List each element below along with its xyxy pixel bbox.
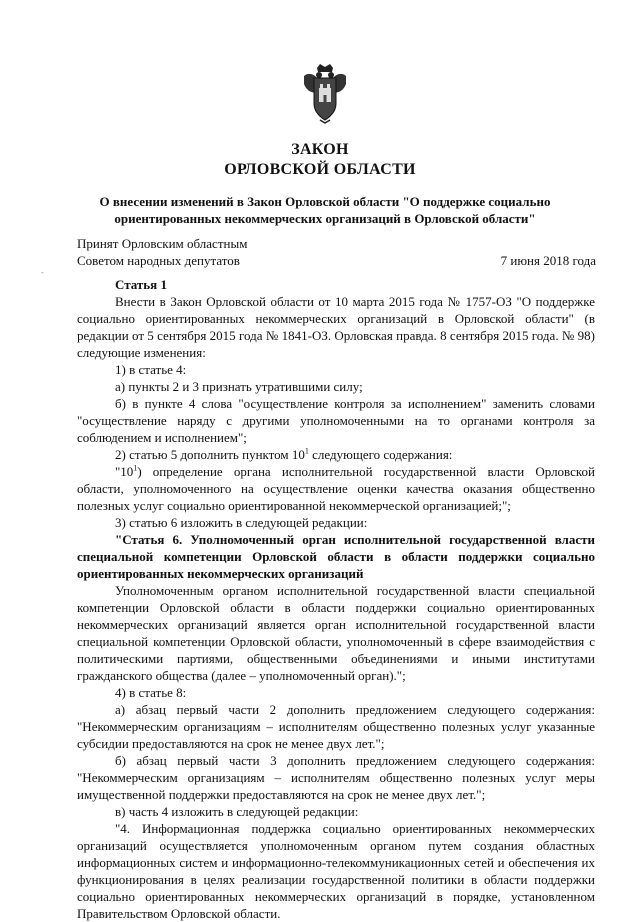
item-1: 1) в статье 4: xyxy=(115,362,187,377)
item-2-quote xyxy=(77,463,595,514)
article-intro: Внести в Закон Орловской области от 10 марта 2015 года № 1757-ОЗ "О поддержке социально ориентированных некоммерческих организаций в Орловской области" (в редакции от 5 сентября 2015 года № 1841-ОЗ. Орловская правда. 8 сентября 2015 года. № 98) следующие изменения: xyxy=(77,294,595,360)
law-region: ОРЛОВСКОЙ ОБЛАСТИ xyxy=(224,161,416,178)
adoption-date: 7 июня 2018 года xyxy=(500,253,596,268)
item-4b: б) абзац первый части 3 дополнить предложением следующего содержания: "Некоммерческим организациям – исполнителям общественно полезных услуг меры имущественной поддержки предоставляются на срок не менее двух лет."; xyxy=(77,753,595,802)
article-6-text: Уполномоченным органом исполнительной государственной власти специальной компетенции Орловской области в области поддержки социально ориентированных некоммерческих организаций является орган исполнительной государственной власти специальной компетенции Орловской области, уполномоченный в сфере взаимодействия с политическими партиями, общественными объединениями и иными институтами гражданского общества (далее – уполномоченный орган)."; xyxy=(77,583,595,683)
item-2-sup: 1 xyxy=(304,446,309,456)
item-3: 3) статью 6 изложить в следующей редакции: xyxy=(115,515,368,530)
item-4: 4) в статье 8: xyxy=(115,685,187,700)
item-2-text: 2) статью 5 дополнить пунктом 10 xyxy=(115,447,305,462)
item-1a: а) пункты 2 и 3 признать утратившими силу; xyxy=(115,379,363,394)
margin-mark: - xyxy=(41,268,44,277)
coat-of-arms-icon xyxy=(300,62,350,124)
article-heading: Статья 1 xyxy=(115,277,167,292)
item-2-tail: следующего содержания: xyxy=(308,447,453,462)
law-subtitle: О внесении изменений в Закон Орловской области "О поддержке социально ориентированных некоммерческих организаций в Орловской области" xyxy=(99,194,551,226)
adoption-line-1: Принят Орловским областным xyxy=(77,236,248,251)
adoption-info xyxy=(77,235,247,269)
item-2-quote-start: "10 xyxy=(115,464,134,479)
law-title: ЗАКОН xyxy=(291,141,349,158)
item-4a: а) абзац первый части 2 дополнить предложением следующего содержания: "Некоммерческим организациям – исполнителям общественно полезных услуг указанные субсидии предоставляются на срок не менее двух лет."; xyxy=(77,702,595,751)
item-2-quote-text: ) определение органа исполнительной государственной власти Орловской области, уполномоченного на осуществление оценки качества оказания общественно полезных услуг социально ориентированной некоммерческой организацией;"; xyxy=(77,464,595,513)
item-1b: б) в пункте 4 слова "осуществление контроля за исполнением" заменить словами "осуществление наряду с другими уполномоченными на то органами контроля за соблюдением и исполнением"; xyxy=(77,396,595,445)
item-4c-text: "4. Информационная поддержка социально ориентированных некоммерческих организаций осуществляется уполномоченным органом путем создания областных информационных систем и информационно-телекоммуникационных сетей и обеспечения их функционирования в целях реализации государственной политики в области поддержки социально ориентированных некоммерческих организаций в порядке, установленном Правительством Орловской области. xyxy=(77,821,595,921)
item-2 xyxy=(77,446,595,463)
article-6-heading: "Статья 6. Уполномоченный орган исполнительной государственной власти специальной компетенции Орловской области в области поддержки социально ориентированных некоммерческих организаций xyxy=(77,532,595,581)
adoption-line-2: Советом народных депутатов xyxy=(77,253,240,268)
item-2-quote-sup: 1 xyxy=(133,463,138,473)
item-4c: в) часть 4 изложить в следующей редакции: xyxy=(115,804,359,819)
document-body xyxy=(77,276,595,922)
